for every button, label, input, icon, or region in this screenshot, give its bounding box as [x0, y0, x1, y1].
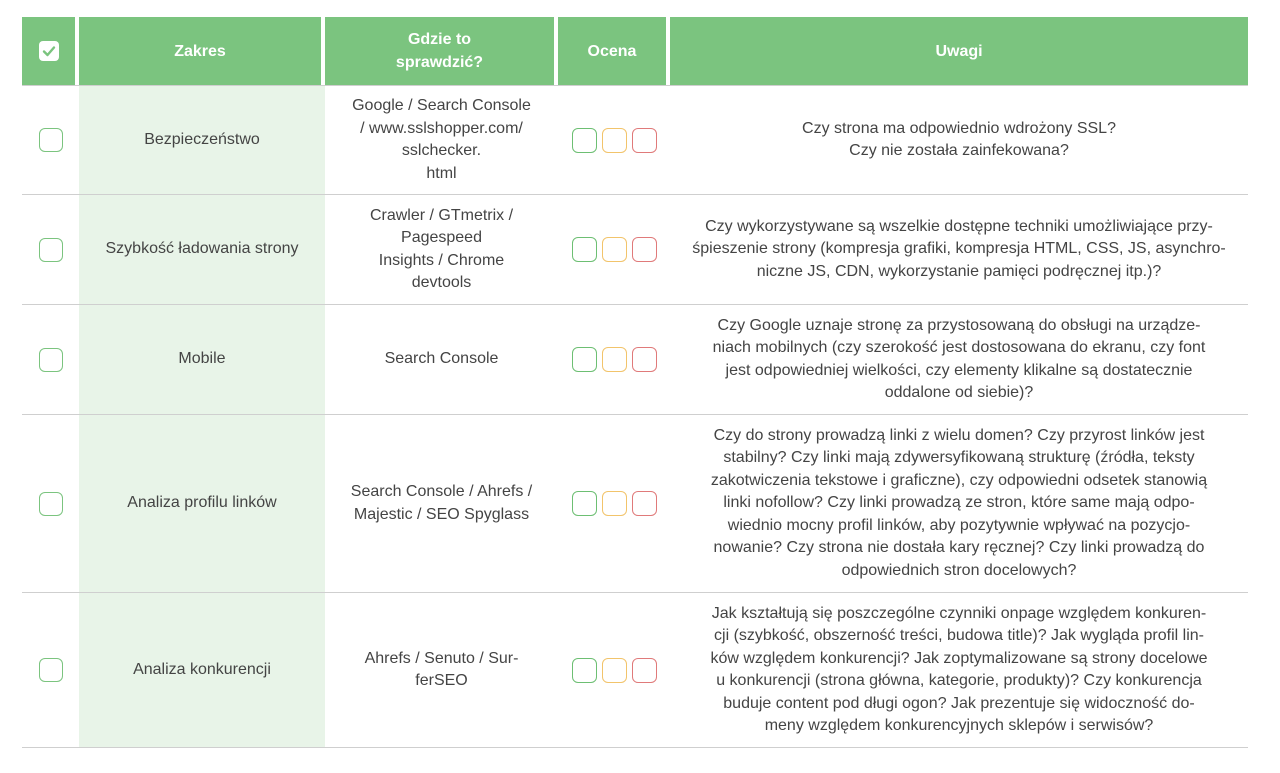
where-line: ferSEO [415, 672, 468, 689]
notes-line: wiednio mocny profil linków, aby pozytywnie wpływać na pozycjo- [727, 516, 1191, 534]
notes-line: niach mobilnych (czy szerokość jest dostosowana do ekranu, czy font [712, 339, 1206, 356]
notes-cell [670, 195, 1248, 305]
where-cell [325, 85, 558, 195]
header-where [325, 17, 558, 85]
notes-cell [670, 305, 1248, 415]
where-cell [325, 593, 558, 748]
rating-bad-box[interactable] [632, 128, 657, 153]
notes-line: Czy Google uznaje stronę za przystosowaną do obsługi na urządze- [717, 316, 1201, 334]
table-header-row [22, 17, 1248, 85]
seo-audit-table [22, 17, 1248, 748]
table-body [22, 85, 1248, 748]
where-line: Pagespeed [401, 229, 482, 246]
row-check-cell [22, 593, 79, 748]
notes-line: Czy strona ma odpowiednio wdrożony SSL? [802, 119, 1116, 137]
rating-group [572, 658, 657, 683]
notes-cell [670, 415, 1248, 593]
row-checkbox[interactable] [39, 128, 63, 152]
header-check-cell [22, 17, 79, 85]
scope-cell: Analiza profilu linków [79, 415, 325, 593]
header-rating: Ocena [558, 17, 670, 85]
notes-line: odpowiednich stron docelowych? [841, 561, 1077, 579]
rating-group [572, 237, 657, 262]
header-scope: Zakres [79, 17, 325, 85]
rating-good-box[interactable] [572, 491, 597, 516]
table-row [22, 195, 1248, 305]
notes-line: buduje content pod długi ogon? Jak prezentuje się widoczność do- [723, 694, 1195, 712]
table-row [22, 593, 1248, 748]
rating-cell [558, 195, 670, 305]
row-check-cell [22, 195, 79, 305]
notes-line: u konkurencji (strona główna, kategorie, produkty)? Czy konkurencja [716, 672, 1202, 689]
rating-cell [558, 85, 670, 195]
rating-good-box[interactable] [572, 347, 597, 372]
rating-group [572, 347, 657, 372]
scope-cell: Bezpieczeństwo [79, 85, 325, 195]
notes-cell [670, 593, 1248, 748]
rating-bad-box[interactable] [632, 658, 657, 683]
where-line: Ahrefs / Senuto / Sur- [364, 649, 519, 667]
where-line: Crawler / GTmetrix / [369, 206, 514, 224]
row-checkbox[interactable] [39, 238, 63, 262]
rating-good-box[interactable] [572, 128, 597, 153]
notes-line: nowanie? Czy strona nie dostała kary ręcznej? Czy linki prowadzą do [713, 539, 1205, 557]
header-where-line: Gdzie to [407, 31, 472, 48]
row-check-cell [22, 305, 79, 415]
notes-line: meny względem konkurencyjnych sklepów i serwisów? [764, 717, 1154, 734]
checkbox-checked-icon[interactable] [39, 41, 59, 61]
where-line: Search Console / Ahrefs / [350, 483, 533, 500]
row-check-cell [22, 415, 79, 593]
rating-medium-box[interactable] [602, 347, 627, 372]
notes-line: Czy wykorzystywane są wszelkie dostępne techniki umożliwiające przy- [705, 217, 1213, 235]
rating-bad-box[interactable] [632, 237, 657, 262]
where-line: Majestic / SEO Spyglass [353, 505, 530, 523]
table-row [22, 305, 1248, 415]
where-cell [325, 305, 558, 415]
notes-line: śpieszenie strony (kompresja grafiki, kompresja HTML, CSS, JS, asynchro- [692, 240, 1226, 258]
table-row [22, 415, 1248, 593]
where-line: sslchecker. [401, 142, 482, 159]
header-where-line: sprawdzić? [395, 54, 484, 71]
notes-line: ków względem konkurencji? Jak zoptymalizowane są strony docelowe [710, 649, 1208, 667]
rating-good-box[interactable] [572, 237, 597, 262]
notes-line: jest odpowiedniej wielkości, czy elementy klikalne są dostatecznie [725, 361, 1193, 379]
rating-medium-box[interactable] [602, 128, 627, 153]
notes-line: zakotwiczenia tekstowe i graficzne), czy odpowiedni odsetek stanowią [710, 471, 1208, 489]
where-line: / www.sslshopper.com/ [360, 119, 523, 137]
rating-medium-box[interactable] [602, 658, 627, 683]
where-line: html [426, 164, 457, 182]
row-checkbox[interactable] [39, 658, 63, 682]
notes-line: oddalone od siebie)? [884, 384, 1034, 401]
notes-line: linki nofollow? Czy linki prowadzą ze stron, które same mają odpo- [723, 494, 1195, 512]
scope-cell: Analiza konkurencji [79, 593, 325, 748]
header-notes: Uwagi [670, 17, 1248, 85]
notes-line: stabilny? Czy linki mają zdywersyfikowaną strukturę (źródła, teksty [723, 449, 1195, 467]
notes-line: Czy do strony prowadzą linki z wielu domen? Czy przyrost linków jest [713, 426, 1205, 444]
notes-line: cji (szybkość, obszerność treści, budowa title)? Jak wygląda profil lin- [714, 627, 1204, 644]
rating-good-box[interactable] [572, 658, 597, 683]
rating-bad-box[interactable] [632, 491, 657, 516]
rating-cell [558, 305, 670, 415]
rating-bad-box[interactable] [632, 347, 657, 372]
where-line: Insights / Chrome [378, 251, 505, 269]
notes-cell [670, 85, 1248, 195]
where-line: Google / Search Console [352, 97, 531, 114]
table-row [22, 85, 1248, 195]
rating-cell [558, 593, 670, 748]
where-cell [325, 415, 558, 593]
rating-cell [558, 415, 670, 593]
where-line: Search Console [384, 350, 499, 368]
scope-cell: Mobile [79, 305, 325, 415]
rating-group [572, 491, 657, 516]
notes-line: Czy nie została zainfekowana? [849, 142, 1069, 159]
rating-medium-box[interactable] [602, 491, 627, 516]
notes-line: niczne JS, CDN, wykorzystanie pamięci podręcznej itp.)? [756, 262, 1162, 280]
scope-cell: Szybkość ładowania strony [79, 195, 325, 305]
notes-line: Jak kształtują się poszczególne czynniki onpage względem konkuren- [711, 604, 1207, 622]
row-check-cell [22, 85, 79, 195]
where-cell [325, 195, 558, 305]
row-checkbox[interactable] [39, 348, 63, 372]
rating-medium-box[interactable] [602, 237, 627, 262]
rating-group [572, 128, 657, 153]
where-line: devtools [411, 274, 472, 291]
row-checkbox[interactable] [39, 492, 63, 516]
